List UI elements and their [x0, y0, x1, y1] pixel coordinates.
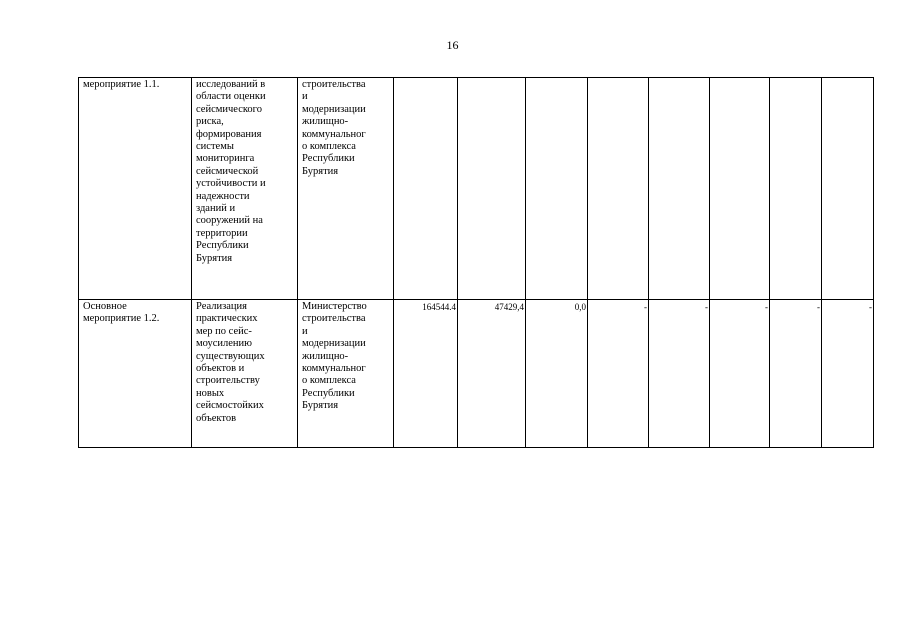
description-line: моусилению [196, 338, 253, 350]
activity-name-line: мероприятие 1.2. [83, 313, 160, 325]
description-line: существующих [196, 350, 265, 362]
description-line: Реализация [196, 301, 247, 312]
responsible-line: коммунальног [302, 363, 366, 375]
responsible-line: Республики [302, 153, 355, 165]
description-line: исследований в [196, 79, 266, 90]
table-row [79, 78, 874, 300]
activity-name-cell [79, 78, 192, 300]
description-line: устойчивости и [196, 178, 266, 190]
description-line: практических [196, 313, 258, 325]
responsible-line: Бурятия [302, 400, 339, 412]
responsible-line: Министерство [302, 301, 367, 312]
description-line: объектов и [196, 363, 245, 375]
description-line: мер по сейс- [196, 325, 252, 337]
description-line: зданий и [196, 203, 236, 215]
responsible-cell [298, 300, 394, 448]
responsible-line: Республики [302, 387, 355, 399]
description-line: риска, [196, 116, 224, 128]
responsible-line: модернизации [302, 103, 366, 115]
description-line: сейсмостойких [196, 400, 264, 412]
activity-name-cell [79, 300, 192, 448]
activity-name-line: Основное [83, 301, 127, 312]
description-line: сейсмического [196, 103, 262, 115]
description-line: области оценки [196, 91, 266, 103]
value-cell: - [822, 300, 874, 448]
responsible-line: Бурятия [302, 165, 339, 177]
value-cell [588, 78, 649, 300]
activity-description-cell [192, 300, 298, 448]
responsible-line: и [302, 91, 308, 103]
description-line: территории [196, 227, 248, 239]
activity-description-cell [192, 78, 298, 300]
responsible-cell [298, 78, 394, 300]
description-line: мониторинга [196, 153, 255, 165]
responsible-line: жилищно- [302, 350, 349, 362]
value-cell [649, 78, 710, 300]
responsible-line: о комплекса [302, 141, 356, 153]
value-cell: 164544.4 [394, 300, 458, 448]
value-cell: - [649, 300, 710, 448]
responsible-line: строительства [302, 79, 366, 90]
table-row [79, 300, 874, 448]
page-number: 16 [446, 38, 459, 52]
description-line: формирования [196, 128, 262, 140]
value-cell [458, 78, 526, 300]
description-line: сооружений на [196, 215, 263, 227]
description-line: системы [196, 141, 234, 153]
responsible-line: коммунальног [302, 128, 366, 140]
value-cell: 47429,4 [458, 300, 526, 448]
value-cell: 0,0 [526, 300, 588, 448]
description-line: новых [196, 387, 225, 399]
value-cell [710, 78, 770, 300]
description-line: Республики [196, 240, 249, 252]
value-cell: - [770, 300, 822, 448]
responsible-line: о комплекса [302, 375, 356, 387]
value-cell [526, 78, 588, 300]
value-cell [822, 78, 874, 300]
responsible-line: и [302, 325, 308, 337]
value-cell: - [588, 300, 649, 448]
activity-name: мероприятие 1.1. [83, 79, 160, 90]
description-line: надежности [196, 190, 250, 202]
value-cell [770, 78, 822, 300]
value-cell: - [710, 300, 770, 448]
description-line: объектов [196, 412, 237, 424]
program-table [78, 77, 874, 448]
responsible-line: модернизации [302, 338, 366, 350]
description-line: Бурятия [196, 252, 233, 264]
description-line: сейсмической [196, 165, 259, 177]
description-line: строительству [196, 375, 260, 387]
responsible-line: строительства [302, 313, 366, 325]
responsible-line: жилищно- [302, 116, 349, 128]
value-cell [394, 78, 458, 300]
